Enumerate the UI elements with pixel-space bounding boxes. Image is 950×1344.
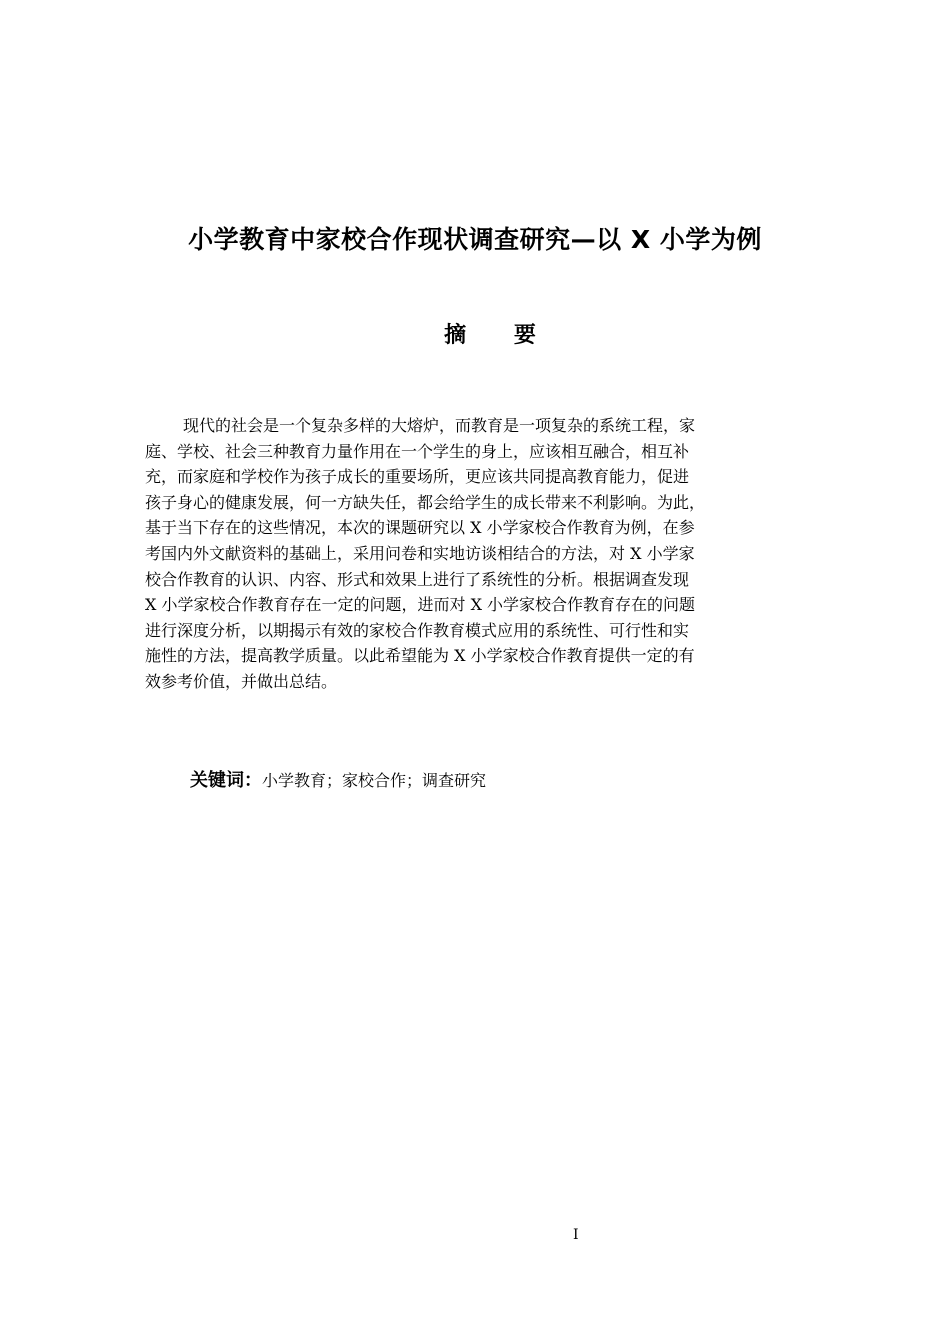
abstract-line: 校合作教育的认识、内容、形式和效果上进行了系统性的分析。根据调查发现 (145, 569, 690, 589)
document-title: 小学教育中家校合作现状调查研究—以 X 小学为例 (188, 225, 762, 254)
abstract-line: 施性的方法，提高教学质量。以此希望能为 X 小学家校合作教育提供一定的有 (145, 646, 695, 666)
abstract-paragraph (145, 413, 807, 695)
abstract-line: 庭、学校、社会三种教育力量作用在一个学生的身上，应该相互融合，相互补 (145, 441, 690, 461)
abstract-line: X 小学家校合作教育存在一定的问题，进而对 X 小学家校合作教育存在的问题 (145, 595, 696, 615)
keywords-line (190, 768, 486, 794)
abstract-line: 基于当下存在的这些情况，本次的课题研究以 X 小学家校合作教育为例，在参 (145, 518, 695, 538)
abstract-line: 考国内外文献资料的基础上，采用问卷和实地访谈相结合的方法，对 X 小学家 (145, 543, 695, 563)
keywords-label: 关键词： (190, 770, 262, 791)
abstract-line: 充，而家庭和学校作为孩子成长的重要场所，更应该共同提高教育能力，促进 (145, 467, 690, 487)
abstract-line: 孩子身心的健康发展，何一方缺失任，都会给学生的成长带来不利影响。为此， (145, 492, 706, 512)
abstract-line: 现代的社会是一个复杂多样的大熔炉，而教育是一项复杂的系统工程，家 (183, 416, 696, 435)
keywords-value: 小学教育；家校合作；调查研究 (262, 771, 487, 790)
abstract-line: 进行深度分析，以期揭示有效的家校合作教育模式应用的系统性、可行性和实 (145, 620, 690, 640)
abstract-line: 效参考价值，并做出总结。 (145, 671, 338, 691)
page-number: I (573, 1227, 579, 1243)
abstract-heading: 摘 要 (444, 323, 556, 348)
